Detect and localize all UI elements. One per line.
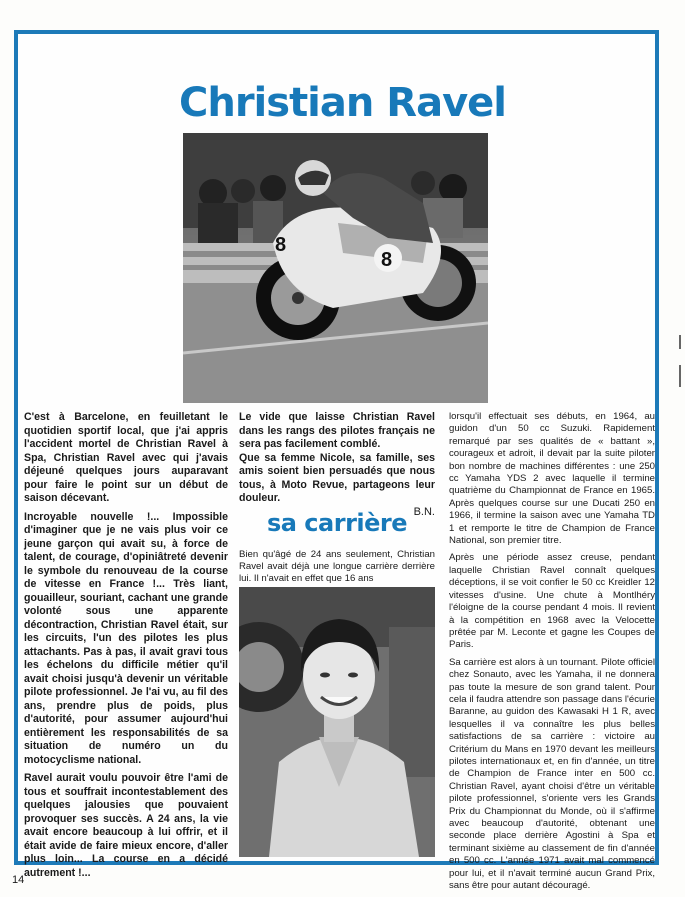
margin-mark — [679, 365, 681, 387]
section-subtitle: sa carrière — [266, 509, 408, 537]
paragraph: Bien qu'âgé de 24 ans seulement, Christian Ravel avait déjà une longue carrière derrière lui. Il n'avait en effet que 16 ans — [239, 549, 435, 584]
paragraph: Incroyable nouvelle !... Impossible d'imaginer que je ne vais plus voir ce jeune garçon qui avait su, à force de talent, de courage, d'opiniâtreté devenir le symbole du renouveau de la course de vitesse en France !... Très liant, gouailleur, souriant, cachant une grande volonté sous une apparente décontraction, Christian Ravel était, sur les circuits, l'un des pilotes les plus attachants. Pas à pas, il avait gravi tous les échelons du difficile métier qu'il avait choisi jusqu'à devenir un véritable pilote professionnel. Je l'ai vu, au fil des ans, prendre plus de poids, plus d'autorité, pour assumer aujourd'hui entièrement les responsabilités de sa situation de numéro un du motocyclisme national. — [24, 510, 228, 766]
column-1 — [24, 411, 228, 885]
racing-photo-illustration — [183, 133, 488, 403]
portrait-photo-illustration — [239, 587, 435, 857]
portrait-photo — [239, 587, 435, 857]
paragraph: lorsqu'il effectuait ses débuts, en 1964, au guidon d'un 50 cc Suzuki. Rapidement remarqué par ses qualités de « battant », courageux et adroit, il devait par la suite piloter bon nombre de machines différentes : une 250 cc Yamaha YDS 2 avec laquelle il termine quatrième du Championnat de France en 1965. Après quelques course sur une Ducati 250 en 1966, il termine la saison avec une Yamaha TD 1 et remporte le titre de Champion de France National, son premier titre. — [449, 411, 655, 547]
paragraph: Le vide que laisse Christian Ravel dans les rangs des pilotes français ne sera pas facilement comblé. — [239, 411, 435, 450]
article-title: Christian Ravel — [178, 80, 506, 126]
page-number: 14 — [12, 874, 25, 886]
margin-mark — [679, 335, 681, 349]
column-3 — [449, 411, 655, 897]
author-signature: B.N. — [413, 505, 435, 518]
race-number-front: 8 — [275, 234, 287, 256]
paragraph: Après une période assez creuse, pendant laquelle Christian Ravel connaît quelques déceptions, il se voit confier le 50 cc Kreidler 12 vitesses d'usine. Une chute à Montlhéry l'éloigne de la course pendant 4 mois. Il revient à la compétition en 1968 avec la Velocette prêtée par M. Leconte et gagne les Coupes de Paris. — [449, 552, 655, 651]
racing-photo — [183, 133, 488, 403]
race-number-side: 8 — [381, 249, 393, 271]
paragraph: C'est à Barcelone, en feuilletant le quotidien sportif local, que j'ai appris l'accident mortel de Christian Ravel à Spa, Christian Ravel avec qui j'avais déjeuné quelques jours auparavant pour faire le point sur un début de saison décevant. — [24, 411, 228, 504]
paragraph: Sa carrière est alors à un tournant. Pilote officiel chez Sonauto, avec les Yamaha, il ne donnera pas toute la mesure de son grand talent. Pour cela il faudra attendre son passage dans l'écurie Baranne, au guidon des Kawasaki H 1 R, avec lesquelles il va connaître les plus belles satisfactions de sa carrière : victoire au Critérium du Mans en 1970 devant les meilleurs pilotes internationaux et, en fin d'année, un titre de Champion de France inter en 500 cc. Christian Ravel, ayant choisi d'être un véritable pilote professionnel, s'oriente vers les Grands Prix du Championnat du Monde, où il s'affirme avec beaucoup d'autorité, obtenant une seconde place derrière Agostini à Spa et terminant sixième au classement de fin d'année en 500 cc. L'année 1971 avait mal commencé pour lui, et il n'avait terminé aucun Grand Prix, sans être pour autant découragé. — [449, 656, 655, 892]
career-intro — [239, 549, 435, 585]
column-2 — [239, 411, 435, 524]
paragraph: Ravel aurait voulu pouvoir être l'ami de tous et souffrait incontestablement des quelques jalousies que pouvaient provoquer ses succès. A 24 ans, la vie avait encore beaucoup à lui offrir, et il était avide de faire mieux encore, d'aller plus loin... La course en a décidé autrement !... — [24, 772, 228, 879]
paragraph: Que sa femme Nicole, sa famille, ses amis soient bien persuadés que nous tous, à Moto Revue, partageons leur douleur. — [239, 451, 435, 504]
